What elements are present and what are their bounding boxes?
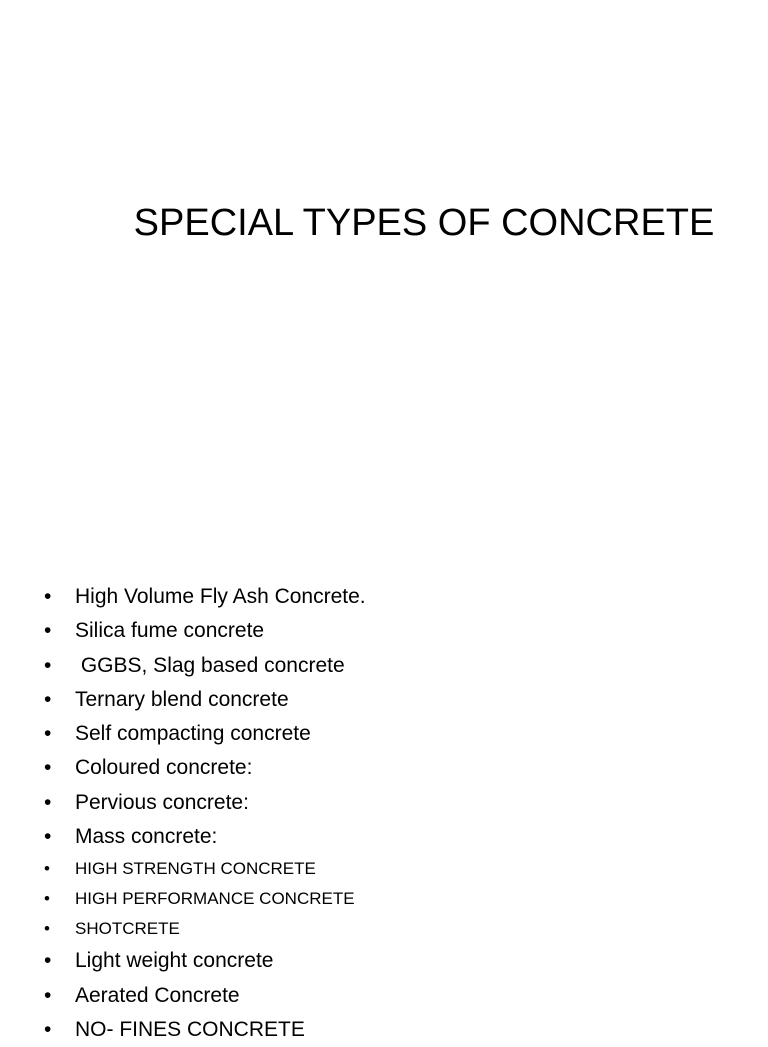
bullet-icon: • [44,983,52,1007]
list-item-text: NO- FINES CONCRETE [75,1017,305,1041]
list-item [40,979,366,1013]
bullet-icon: • [44,949,52,973]
list-item [40,884,366,914]
list-item [40,717,366,751]
list-item [40,914,366,944]
list-item-text: High Volume Fly Ash Concrete. [75,585,366,608]
bullet-icon: • [44,790,52,814]
list-item-text: Silica fume concrete [75,619,265,643]
list-item-text: Pervious concrete: [75,790,249,814]
list-item-text: Aerated Concrete [75,983,240,1007]
bullet-icon: • [44,919,50,939]
list-item [40,683,366,717]
list-item [40,614,366,648]
list-item-text: Self compacting concrete [75,722,311,746]
bullet-icon: • [44,825,52,849]
list-item-text: Ternary blend concrete [75,687,289,711]
bullet-icon: • [44,585,52,608]
bullet-icon: • [44,687,52,711]
list-item [40,820,366,854]
list-item-text: Coloured concrete: [75,756,253,780]
bullet-icon: • [44,653,52,677]
list-item [40,751,366,785]
list-item-text: HIGH PERFORMANCE CONCRETE [75,889,355,909]
slide-title: SPECIAL TYPES OF CONCRETE [133,202,715,244]
bullet-icon: • [44,619,52,643]
list-item-text: GGBS, Slag based concrete [75,653,345,677]
bullet-icon: • [44,722,52,746]
list-item-text: Light weight concrete [75,949,274,973]
list-item-text: Mass concrete: [75,825,218,849]
list-item-text: SHOTCRETE [75,919,180,939]
list-item [40,580,366,614]
list-item [40,854,366,884]
list-item [40,649,366,683]
bullet-icon: • [44,1017,52,1041]
list-item [40,786,366,820]
list-item [40,944,366,978]
bullet-icon: • [44,889,50,909]
list-item-text: HIGH STRENGTH CONCRETE [75,859,316,879]
bullet-list [40,580,366,1047]
bullet-icon: • [44,756,52,780]
bullet-icon: • [44,859,50,879]
list-item [40,1013,366,1047]
